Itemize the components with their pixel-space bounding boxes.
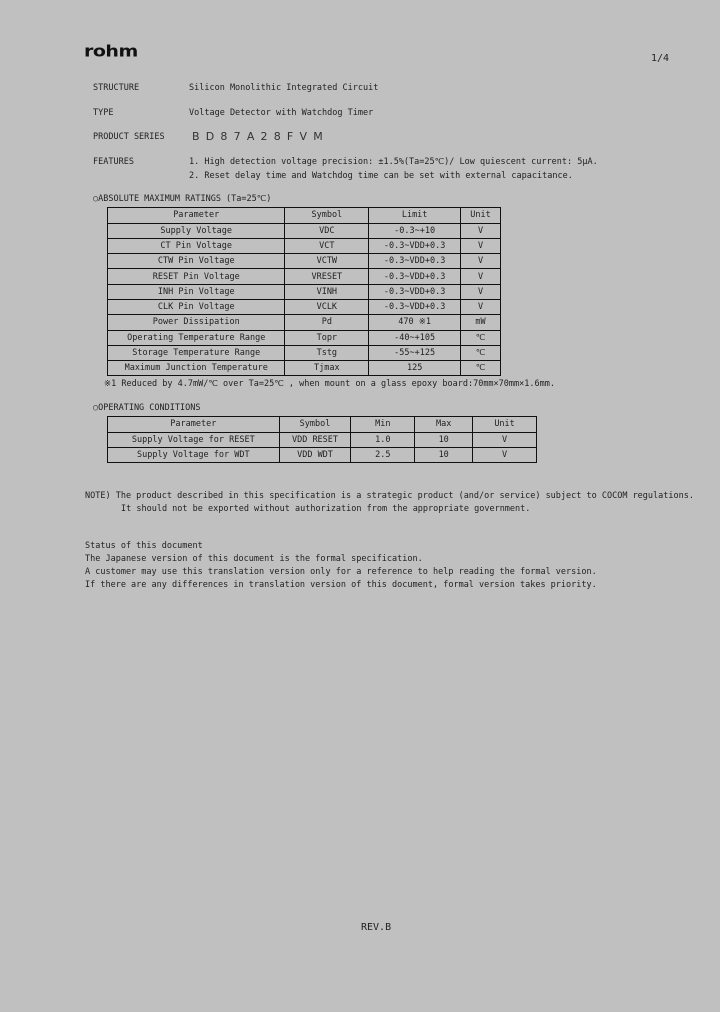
abs-max-title: ○ABSOLUTE MAXIMUM RATINGS (Ta=25℃) [93, 194, 272, 204]
table-row [108, 254, 501, 269]
cell-unit: mW [461, 315, 501, 330]
table-row [108, 238, 501, 253]
cell-symbol: VRESET [285, 269, 369, 284]
cell-limit: 125 [369, 361, 461, 376]
cell-parameter: Operating Temperature Range [108, 330, 285, 345]
cell-parameter: CTW Pin Voltage [108, 254, 285, 269]
rohm-logo: rohm [84, 42, 138, 61]
cell-limit: -0.3~+10 [369, 223, 461, 238]
cell-parameter: Storage Temperature Range [108, 345, 285, 360]
cell-symbol: VDD WDT [279, 447, 351, 462]
table-header-row [108, 417, 537, 433]
table-row [108, 284, 501, 299]
cell-unit: V [461, 299, 501, 314]
cell-symbol: VCLK [285, 299, 369, 314]
page-number: 1/4 [651, 53, 670, 64]
cell-parameter: Supply Voltage [108, 223, 285, 238]
header-unit: Unit [473, 417, 537, 433]
cell-parameter: Supply Voltage for RESET [108, 432, 280, 447]
table-row [108, 223, 501, 238]
revision-label: REV.B [361, 922, 392, 933]
cell-limit: -0.3~VDD+0.3 [369, 269, 461, 284]
header-unit: Unit [461, 208, 501, 224]
cell-symbol: Tstg [285, 345, 369, 360]
cell-parameter: Supply Voltage for WDT [108, 447, 280, 462]
status-heading: Status of this document [85, 541, 203, 551]
cell-parameter: Maximum Junction Temperature [108, 361, 285, 376]
cell-limit: -0.3~VDD+0.3 [369, 284, 461, 299]
status-line-1: The Japanese version of this document is the formal specification. [85, 554, 423, 564]
abs-max-table [107, 207, 501, 376]
type-label: TYPE [93, 108, 114, 118]
status-line-3: If there are any differences in translation version of this document, formal version takes priority. [85, 580, 597, 590]
note-block [85, 490, 694, 516]
cell-unit: V [461, 238, 501, 253]
cell-symbol: Topr [285, 330, 369, 345]
cell-unit: V [461, 284, 501, 299]
features-line-1: 1. High detection voltage precision: ±1.5%(Ta=25℃)/ Low quiescent current: 5μA. [189, 157, 598, 167]
header-parameter: Parameter [108, 417, 280, 433]
structure-label: STRUCTURE [93, 83, 140, 93]
cell-unit: ℃ [461, 345, 501, 360]
structure-value: Silicon Monolithic Integrated Circuit [189, 83, 379, 93]
cell-limit: -0.3~VDD+0.3 [369, 254, 461, 269]
cell-unit: V [473, 447, 537, 462]
cell-min: 2.5 [351, 447, 415, 462]
cell-limit: -55~+125 [369, 345, 461, 360]
table-row [108, 269, 501, 284]
cell-unit: V [461, 254, 501, 269]
header-limit: Limit [369, 208, 461, 224]
type-value: Voltage Detector with Watchdog Timer [189, 108, 374, 118]
cell-symbol: VINH [285, 284, 369, 299]
cell-parameter: CLK Pin Voltage [108, 299, 285, 314]
cell-symbol: VDD RESET [279, 432, 351, 447]
cell-unit: ℃ [461, 330, 501, 345]
cell-limit: -0.3~VDD+0.3 [369, 238, 461, 253]
product-series-label: PRODUCT SERIES [93, 132, 165, 142]
status-line-2: A customer may use this translation version only for a reference to help reading the formal version. [85, 567, 597, 577]
cell-limit: -0.3~VDD+0.3 [369, 299, 461, 314]
cell-limit: 470 ※1 [369, 315, 461, 330]
header-parameter: Parameter [108, 208, 285, 224]
cell-parameter: Power Dissipation [108, 315, 285, 330]
cell-max: 10 [415, 432, 473, 447]
table-row [108, 432, 537, 447]
table-header-row [108, 208, 501, 224]
cell-unit: ℃ [461, 361, 501, 376]
table-row [108, 330, 501, 345]
table-row [108, 299, 501, 314]
cell-parameter: RESET Pin Voltage [108, 269, 285, 284]
header-symbol: Symbol [285, 208, 369, 224]
cell-limit: -40~+105 [369, 330, 461, 345]
cell-max: 10 [415, 447, 473, 462]
note-line-1: NOTE) The product described in this specification is a strategic product (and/or service) subject to COCOM regulations. [85, 491, 694, 501]
cell-unit: V [473, 432, 537, 447]
cell-unit: V [461, 223, 501, 238]
header-min: Min [351, 417, 415, 433]
note-line-2: It should not be exported without authorization from the appropriate government. [121, 504, 531, 514]
cell-symbol: VDC [285, 223, 369, 238]
table-row [108, 345, 501, 360]
cell-symbol: Tjmax [285, 361, 369, 376]
cell-unit: V [461, 269, 501, 284]
cell-symbol: VCTW [285, 254, 369, 269]
table-row [108, 447, 537, 462]
features-label: FEATURES [93, 157, 134, 167]
header-symbol: Symbol [279, 417, 351, 433]
cell-symbol: VCT [285, 238, 369, 253]
table-row [108, 361, 501, 376]
abs-max-footnote: ※1 Reduced by 4.7mW/℃ over Ta=25℃ , when mount on a glass epoxy board:70mm×70mm×1.6mm. [104, 379, 555, 389]
operating-conditions-table [107, 416, 537, 463]
cell-parameter: INH Pin Voltage [108, 284, 285, 299]
cell-parameter: CT Pin Voltage [108, 238, 285, 253]
table-row [108, 315, 501, 330]
status-block [85, 540, 597, 592]
product-series-value: BD87A28FVM [192, 130, 329, 143]
cell-min: 1.0 [351, 432, 415, 447]
features-line-2: 2. Reset delay time and Watchdog time can be set with external capacitance. [189, 171, 573, 181]
header-max: Max [415, 417, 473, 433]
cell-symbol: Pd [285, 315, 369, 330]
operating-conditions-title: ○OPERATING CONDITIONS [93, 403, 201, 413]
